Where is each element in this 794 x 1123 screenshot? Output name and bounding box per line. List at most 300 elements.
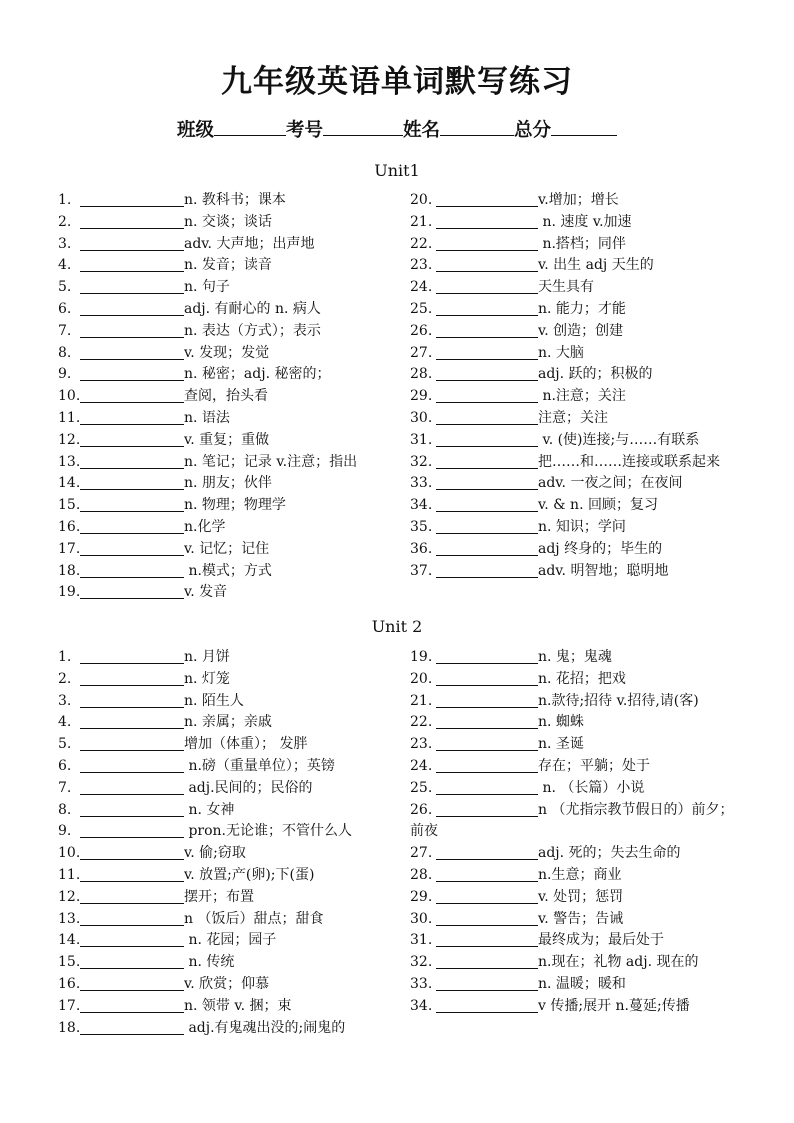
item-number: 35. — [410, 518, 433, 535]
item-number: 16. — [58, 518, 81, 535]
answer-blank[interactable] — [436, 453, 538, 469]
answer-blank[interactable] — [80, 474, 184, 490]
vocab-item — [410, 212, 740, 234]
vocab-item — [410, 974, 740, 996]
item-definition: v. (使)连接;与……有联系 — [538, 431, 700, 448]
item-definition: n.款待;招待 v.招待,请(客) — [538, 692, 699, 709]
answer-blank[interactable] — [436, 779, 538, 795]
vocab-item — [410, 887, 740, 909]
item-number: 3. — [58, 235, 72, 252]
answer-blank[interactable] — [80, 779, 184, 795]
vocab-item — [58, 212, 398, 234]
answer-blank[interactable] — [80, 431, 184, 447]
answer-blank[interactable] — [80, 931, 184, 947]
item-number: 14. — [58, 475, 81, 492]
item-number: 32. — [410, 453, 433, 470]
item-number: 34. — [410, 997, 433, 1014]
item-definition: n. 花园；园子 — [184, 932, 277, 949]
item-number: 30. — [410, 910, 433, 927]
item-number: 5. — [58, 736, 72, 753]
item-definition: 最终成为；最后处于 — [538, 932, 664, 949]
unit2-right-column — [410, 647, 740, 1018]
item-number: 31. — [410, 932, 433, 949]
item-definition: adj. 有耐心的 n. 病人 — [184, 300, 321, 317]
vocab-item — [410, 343, 740, 365]
vocab-item — [58, 865, 398, 887]
item-number: 10. — [58, 845, 81, 862]
vocab-item — [58, 234, 398, 256]
item-number: 17. — [58, 540, 81, 557]
item-definition: n. 灯笼 — [184, 670, 230, 687]
item-number: 14. — [58, 932, 81, 949]
item-definition: v. 重复；重做 — [184, 431, 270, 448]
item-definition: n. （长篇）小说 — [538, 779, 645, 796]
item-number: 21. — [410, 213, 433, 230]
vocab-item — [58, 691, 398, 713]
answer-blank[interactable] — [80, 822, 184, 838]
answer-blank[interactable] — [80, 910, 184, 926]
item-number: 7. — [58, 322, 72, 339]
vocab-item — [410, 321, 740, 343]
item-number: 16. — [58, 975, 81, 992]
vocab-item — [58, 1018, 398, 1040]
item-definition: 把……和……连接或联系起来 — [538, 453, 720, 470]
vocab-item — [410, 495, 740, 517]
answer-blank[interactable] — [80, 801, 184, 817]
answer-blank[interactable] — [80, 300, 184, 316]
answer-blank[interactable] — [80, 975, 184, 991]
vocab-item — [410, 669, 740, 691]
vocab-item — [58, 887, 398, 909]
item-definition: n. 秘密；adj. 秘密的； — [184, 366, 331, 383]
vocab-item — [58, 669, 398, 691]
item-definition: n. 圣诞 — [538, 736, 584, 753]
vocab-item — [410, 865, 740, 887]
exam-no-blank[interactable] — [323, 116, 403, 136]
item-number: 34. — [410, 497, 433, 514]
vocab-item — [410, 430, 740, 452]
item-definition: adj 终身的；毕生的 — [538, 540, 663, 557]
answer-blank[interactable] — [80, 844, 184, 860]
item-definition: n.生意；商业 — [538, 866, 622, 883]
item-number: 18. — [58, 562, 81, 579]
unit1-right-column — [410, 190, 740, 582]
item-definition: n. 女神 — [184, 801, 235, 818]
item-number: 26. — [410, 322, 433, 339]
item-definition: n. 表达（方式）；表示 — [184, 322, 321, 339]
item-definition: v. 警告；告诫 — [538, 910, 624, 927]
vocab-item — [410, 299, 740, 321]
vocab-item — [410, 712, 740, 734]
class-blank[interactable] — [214, 116, 286, 136]
item-definition: n.模式；方式 — [184, 562, 272, 579]
answer-blank[interactable] — [436, 540, 538, 556]
vocab-item — [410, 364, 740, 386]
item-number: 11. — [58, 866, 81, 883]
vocab-item — [58, 647, 398, 669]
vocab-item — [58, 821, 398, 843]
item-number: 15. — [58, 954, 81, 971]
answer-blank[interactable] — [80, 191, 184, 207]
vocab-item — [410, 843, 740, 865]
item-definition: n. 速度 v.加速 — [538, 213, 632, 230]
vocab-item — [410, 517, 740, 539]
item-definition: n. 语法 — [184, 409, 230, 426]
vocab-item — [58, 299, 398, 321]
item-definition: n. 教科书；课本 — [184, 192, 286, 208]
answer-blank[interactable] — [436, 801, 538, 817]
vocab-item — [58, 430, 398, 452]
answer-blank[interactable] — [80, 888, 184, 904]
item-definition: n. 鬼；鬼魂 — [538, 649, 612, 665]
answer-blank[interactable] — [80, 344, 184, 360]
unit1-left-column — [58, 190, 398, 604]
item-number: 22. — [410, 235, 433, 252]
vocab-item — [58, 974, 398, 996]
item-number: 20. — [410, 192, 433, 208]
vocab-item — [58, 321, 398, 343]
item-number: 33. — [410, 975, 433, 992]
answer-blank[interactable] — [80, 735, 184, 751]
item-definition: 增加（体重）； 发胖 — [184, 736, 308, 753]
vocab-item — [410, 734, 740, 756]
item-definition: 存在；平躺；处于 — [538, 757, 650, 774]
answer-blank[interactable] — [80, 670, 184, 686]
item-definition: 摆开；布置 — [184, 888, 254, 905]
item-number: 13. — [58, 453, 81, 470]
answer-blank[interactable] — [436, 474, 538, 490]
item-definition: v. 出生 adj 天生的 — [538, 257, 654, 274]
answer-blank[interactable] — [436, 562, 538, 578]
item-definition: 注意；关注 — [538, 409, 608, 426]
answer-blank[interactable] — [80, 562, 184, 578]
vocab-item — [410, 473, 740, 495]
unit2-heading: Unit 2 — [371, 617, 423, 636]
vocab-item — [410, 255, 740, 277]
vocab-item — [410, 778, 740, 800]
item-definition: n. 陌生人 — [184, 692, 244, 709]
item-definition: v. 欣赏；仰慕 — [184, 975, 270, 992]
item-number: 9. — [58, 366, 72, 383]
item-definition: n. 传统 — [184, 954, 235, 971]
answer-blank[interactable] — [436, 256, 538, 272]
item-definition: v. 创造；创建 — [538, 322, 624, 339]
item-definition: v. 处罚；惩罚 — [538, 888, 624, 905]
vocab-item — [410, 996, 740, 1018]
item-definition: 查阅，抬头看 — [184, 388, 268, 405]
answer-blank[interactable] — [436, 278, 538, 294]
vocab-item — [58, 800, 398, 822]
answer-blank[interactable] — [436, 322, 538, 338]
item-number: 32. — [410, 954, 433, 971]
item-definition: n. 物理；物理学 — [184, 497, 286, 514]
item-definition: v. 发现；发觉 — [184, 344, 270, 361]
item-number: 31. — [410, 431, 433, 448]
item-number: 12. — [58, 431, 81, 448]
answer-blank[interactable] — [80, 866, 184, 882]
vocab-item — [410, 234, 740, 256]
answer-blank[interactable] — [80, 213, 184, 229]
item-definition: n. 朋友；伙伴 — [184, 475, 272, 492]
vocab-item — [410, 277, 740, 299]
answer-blank[interactable] — [80, 757, 184, 773]
answer-blank[interactable] — [80, 540, 184, 556]
item-definition: n. 能力；才能 — [538, 300, 626, 317]
answer-blank[interactable] — [80, 278, 184, 294]
answer-blank[interactable] — [436, 997, 538, 1013]
item-definition: n. 知识；学问 — [538, 518, 626, 535]
vocab-item — [58, 712, 398, 734]
name-blank[interactable] — [440, 116, 514, 136]
answer-blank[interactable] — [436, 692, 538, 708]
item-definition: n.注意；关注 — [538, 388, 626, 405]
answer-blank[interactable] — [436, 191, 538, 207]
vocab-item — [58, 539, 398, 561]
item-definition: n. 大脑 — [538, 344, 584, 361]
item-definition: n. 亲属；亲戚 — [184, 714, 272, 731]
vocab-item — [58, 190, 398, 212]
item-number: 9. — [58, 823, 72, 840]
answer-blank[interactable] — [436, 365, 538, 381]
answer-blank[interactable] — [436, 735, 538, 751]
vocab-item — [58, 473, 398, 495]
item-definition: adv. 明智地；聪明地 — [538, 562, 669, 579]
answer-blank[interactable] — [436, 931, 538, 947]
exam-no-label: 考号 — [285, 120, 323, 141]
item-definition: n.现在；礼物 adj. 现在的 — [538, 954, 699, 971]
answer-blank[interactable] — [80, 256, 184, 272]
item-definition: adj.民间的；民俗的 — [184, 779, 313, 796]
item-definition: n （尤指宗教节假日的）前夕；前夜 — [410, 801, 734, 840]
item-definition: n. 温暖；暖和 — [538, 975, 626, 992]
vocab-item — [58, 582, 398, 604]
vocab-item — [58, 734, 398, 756]
vocab-item — [410, 930, 740, 952]
student-info-line — [0, 116, 794, 144]
item-number: 23. — [410, 257, 433, 274]
answer-blank[interactable] — [436, 496, 538, 512]
item-definition: pron.无论谁；不管什么人 — [184, 823, 352, 840]
item-number: 5. — [58, 279, 72, 296]
item-number: 1. — [58, 192, 72, 208]
item-number: 29. — [410, 888, 433, 905]
vocab-item — [58, 408, 398, 430]
vocab-item — [410, 800, 734, 844]
vocab-item — [410, 952, 740, 974]
item-number: 23. — [410, 736, 433, 753]
answer-blank[interactable] — [80, 387, 184, 403]
item-definition: 天生具有 — [538, 279, 594, 296]
item-number: 28. — [410, 366, 433, 383]
item-number: 25. — [410, 300, 433, 317]
answer-blank[interactable] — [80, 453, 184, 469]
answer-blank[interactable] — [80, 518, 184, 534]
item-number: 24. — [410, 279, 433, 296]
answer-blank[interactable] — [436, 910, 538, 926]
item-number: 28. — [410, 866, 433, 883]
answer-blank[interactable] — [436, 757, 538, 773]
item-number: 33. — [410, 475, 433, 492]
item-definition: n. 领带 v. 捆；束 — [184, 997, 292, 1014]
answer-blank[interactable] — [436, 344, 538, 360]
item-number: 11. — [58, 409, 81, 426]
item-definition: adj. 死的；失去生命的 — [538, 845, 681, 862]
item-definition: v. 放置;产(卵);下(蛋) — [184, 866, 315, 883]
item-number: 22. — [410, 714, 433, 731]
answer-blank[interactable] — [80, 583, 184, 599]
answer-blank[interactable] — [80, 496, 184, 512]
answer-blank[interactable] — [80, 235, 184, 251]
vocab-item — [58, 756, 398, 778]
item-number: 4. — [58, 714, 72, 731]
answer-blank[interactable] — [80, 692, 184, 708]
item-number: 24. — [410, 757, 433, 774]
item-number: 21. — [410, 692, 433, 709]
answer-blank[interactable] — [80, 953, 184, 969]
answer-blank[interactable] — [436, 387, 538, 403]
item-definition: v. & n. 回顾；复习 — [538, 497, 658, 514]
item-definition: v.增加；增长 — [538, 192, 619, 208]
name-label: 姓名 — [403, 120, 441, 141]
answer-blank[interactable] — [436, 213, 538, 229]
answer-blank[interactable] — [80, 997, 184, 1013]
item-definition: adv. 一夜之间；在夜间 — [538, 475, 683, 492]
item-definition: n （饭后）甜点；甜食 — [184, 910, 324, 927]
item-number: 37. — [410, 562, 433, 579]
vocab-item — [410, 756, 740, 778]
item-number: 29. — [410, 388, 433, 405]
vocab-item — [58, 843, 398, 865]
item-number: 1. — [58, 649, 72, 665]
answer-blank[interactable] — [436, 235, 538, 251]
item-number: 19. — [410, 649, 433, 665]
item-number: 36. — [410, 540, 433, 557]
vocab-item — [410, 647, 740, 669]
item-definition: n. 月饼 — [184, 649, 230, 665]
answer-blank[interactable] — [436, 431, 538, 447]
item-definition: v 传播;展开 n.蔓延;传播 — [538, 997, 690, 1014]
item-number: 26. — [410, 801, 433, 818]
score-blank[interactable] — [551, 116, 617, 136]
item-definition: n. 交谈；谈话 — [184, 213, 272, 230]
vocab-item — [58, 364, 398, 386]
class-label: 班级 — [176, 120, 214, 141]
answer-blank[interactable] — [436, 844, 538, 860]
item-definition: n.磅（重量单位）；英镑 — [184, 757, 335, 774]
item-number: 13. — [58, 910, 81, 927]
item-number: 6. — [58, 757, 72, 774]
vocab-item — [410, 452, 740, 474]
answer-blank[interactable] — [80, 409, 184, 425]
vocab-item — [58, 255, 398, 277]
vocab-item — [58, 343, 398, 365]
item-definition: adj.有鬼魂出没的;闹鬼的 — [184, 1019, 346, 1036]
answer-blank[interactable] — [436, 866, 538, 882]
item-definition: adv. 大声地；出声地 — [184, 235, 315, 252]
item-definition: n. 句子 — [184, 279, 230, 296]
score-label: 总分 — [514, 120, 552, 141]
item-number: 25. — [410, 779, 433, 796]
item-definition: v. 记忆；记住 — [184, 540, 270, 557]
item-number: 19. — [58, 584, 81, 601]
vocab-item — [58, 930, 398, 952]
vocab-item — [58, 277, 398, 299]
item-definition: n.搭档；同伴 — [538, 235, 626, 252]
item-number: 20. — [410, 670, 433, 687]
vocab-item — [410, 539, 740, 561]
item-number: 18. — [58, 1019, 81, 1036]
vocab-item — [58, 517, 398, 539]
item-number: 2. — [58, 670, 72, 687]
answer-blank[interactable] — [436, 975, 538, 991]
answer-blank[interactable] — [436, 648, 538, 664]
vocab-item — [58, 452, 398, 474]
item-number: 12. — [58, 888, 81, 905]
page-title: 九年级英语单词默写练习 — [221, 64, 573, 100]
unit2-left-column — [58, 647, 398, 1039]
vocab-item — [410, 190, 740, 212]
vocab-item — [410, 408, 740, 430]
item-number: 8. — [58, 344, 72, 361]
vocab-item — [58, 952, 398, 974]
item-number: 10. — [58, 388, 81, 405]
item-number: 6. — [58, 300, 72, 317]
item-number: 7. — [58, 779, 72, 796]
answer-blank[interactable] — [436, 888, 538, 904]
answer-blank[interactable] — [80, 713, 184, 729]
vocab-item — [410, 691, 740, 713]
answer-blank[interactable] — [436, 409, 538, 425]
item-definition: v. 发音 — [184, 584, 228, 601]
item-number: 2. — [58, 213, 72, 230]
answer-blank[interactable] — [436, 953, 538, 969]
item-definition: n. 发音；读音 — [184, 257, 272, 274]
vocab-item — [58, 495, 398, 517]
item-number: 17. — [58, 997, 81, 1014]
answer-blank[interactable] — [80, 1019, 184, 1035]
item-number: 8. — [58, 801, 72, 818]
item-number: 3. — [58, 692, 72, 709]
vocab-item — [410, 386, 740, 408]
item-number: 30. — [410, 409, 433, 426]
answer-blank[interactable] — [80, 322, 184, 338]
item-number: 27. — [410, 845, 433, 862]
item-definition: n. 蜘蛛 — [538, 714, 584, 731]
answer-blank[interactable] — [436, 518, 538, 534]
answer-blank[interactable] — [436, 670, 538, 686]
item-number: 27. — [410, 344, 433, 361]
item-definition: n. 笔记；记录 v.注意；指出 — [184, 453, 358, 470]
item-definition: adj. 跃的；积极的 — [538, 366, 653, 383]
vocab-item — [410, 909, 740, 931]
answer-blank[interactable] — [436, 713, 538, 729]
item-definition: n.化学 — [184, 518, 226, 535]
vocab-item — [58, 909, 398, 931]
item-number: 15. — [58, 497, 81, 514]
answer-blank[interactable] — [436, 300, 538, 316]
item-definition: n. 花招；把戏 — [538, 670, 626, 687]
unit1-heading: Unit1 — [374, 161, 420, 180]
vocab-item — [410, 561, 740, 583]
answer-blank[interactable] — [80, 365, 184, 381]
item-number: 4. — [58, 257, 72, 274]
answer-blank[interactable] — [80, 648, 184, 664]
vocab-item — [58, 386, 398, 408]
item-definition: v. 偷;窃取 — [184, 845, 246, 862]
vocab-item — [58, 561, 398, 583]
vocab-item — [58, 778, 398, 800]
vocab-item — [58, 996, 398, 1018]
